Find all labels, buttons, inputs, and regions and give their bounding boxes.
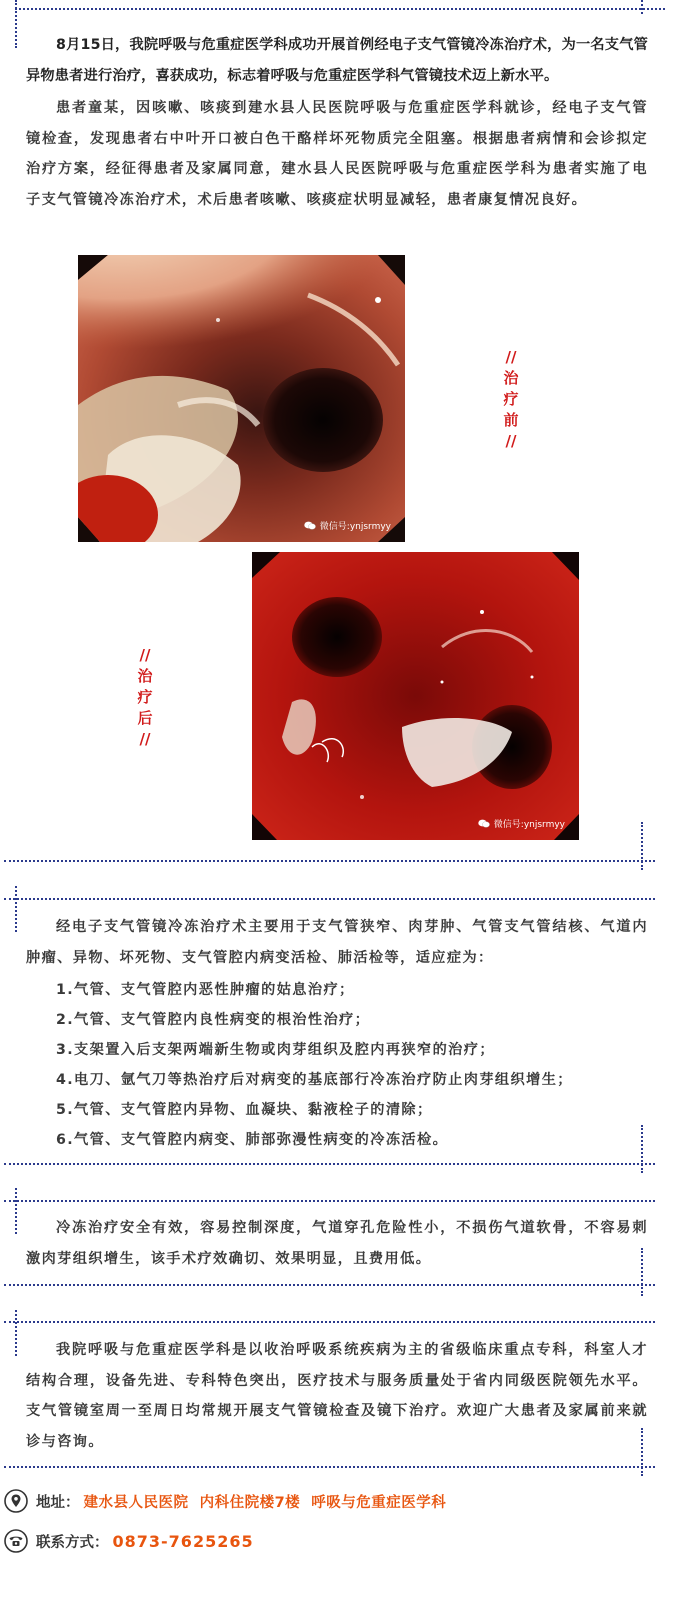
indication-item: 3.支架置入后支架两端新生物或肉芽组织及腔内再狭窄的治疗； (56, 1042, 495, 1058)
endoscopy-before-image (78, 255, 405, 542)
before-label-char: 疗 (503, 390, 519, 408)
indication-item: 4.电刀、氩气刀等热治疗后对病变的基底部行冷冻治疗防止肉芽组织增生； (56, 1072, 573, 1088)
after-treatment-label (135, 645, 155, 750)
telephone-icon (4, 1529, 28, 1553)
frame-section3-left-vline (15, 1188, 17, 1234)
frame-section3-right-vline (641, 1248, 643, 1296)
contact-label: 联系方式： (36, 1534, 109, 1551)
frame-section1-bottom-line (4, 860, 655, 862)
footer-contact (4, 1529, 254, 1553)
advantage-paragraph: 冷冻治疗安全有效，容易控制深度，气道穿孔危险性小，不损伤气道软骨，不容易刺激肉芽组织增生，该手术疗效确切、效果明显，且费用低。 (26, 1220, 648, 1267)
frame-section1-right-vline (641, 822, 643, 870)
after-label-char: 后 (137, 709, 153, 727)
after-label-char: // (139, 730, 151, 748)
indications-intro: 经电子支气管镜冷冻治疗术主要用于支气管狭窄、肉芽肿、气管支气管结核、气道内肿瘤、异物、坏死物、支气管腔内病变活检、肺活检等，适应症为： (26, 919, 648, 966)
indication-item: 6.气管、支气管腔内病变、肺部弥漫性病变的冷冻活检。 (56, 1132, 449, 1148)
endoscopy-photo-before (78, 255, 405, 542)
frame-section2-bottom-line (4, 1163, 655, 1165)
frame-section4-bottom-line (4, 1466, 655, 1468)
before-treatment-label (501, 347, 521, 452)
footer-address (4, 1489, 446, 1513)
frame-section2-top-line (4, 898, 655, 900)
intro-paragraph: 8月15日，我院呼吸与危重症医学科成功开展首例经电子支气管镜冷冻治疗术，为一名支气管异物患者进行治疗，喜获成功，标志着呼吸与危重症医学科气管镜技术迈上新水平。 (26, 37, 648, 84)
after-label-char: // (139, 646, 151, 664)
address-value: 建水县人民医院 内科住院楼7楼 呼吸与危重症医学科 (83, 1494, 447, 1511)
frame-section4-top-line (4, 1321, 655, 1323)
frame-top-line (15, 8, 665, 10)
photo-watermark (304, 519, 391, 532)
before-label-char: // (505, 432, 517, 450)
frame-section2-right-vline (641, 1125, 643, 1173)
frame-section4-left-vline (15, 1310, 17, 1356)
indication-item: 5.气管、支气管腔内异物、血凝块、黏液栓子的清除； (56, 1102, 433, 1118)
indication-item: 2.气管、支气管腔内良性病变的根治性治疗； (56, 1012, 371, 1028)
endoscopy-photo-after (252, 552, 579, 840)
photo-watermark-text: 微信号:ynjsrmyy (319, 522, 391, 532)
frame-section3-bottom-line (4, 1284, 655, 1286)
frame-section4-right-vline (641, 1428, 643, 1476)
after-label-char: 疗 (137, 688, 153, 706)
before-label-char: 前 (503, 411, 519, 429)
photo-watermark (478, 817, 565, 830)
after-label-char: 治 (137, 667, 153, 685)
location-pin-icon (4, 1489, 28, 1513)
endoscopy-after-image (252, 552, 579, 840)
case-paragraph: 患者童某，因咳嗽、咳痰到建水县人民医院呼吸与危重症医学科就诊，经电子支气管镜检查，发现患者右中叶开口被白色干酪样坏死物质完全阻塞。根据患者病情和会诊拟定治疗方案，经征得患者及家属同意，建水县人民医院呼吸与危重症医学科为患者实施了电子支气管镜冷冻治疗术，术后患者咳嗽、咳痰症状明显减轻，患者康复情况良好。 (26, 100, 648, 208)
frame-section3-top-line (4, 1200, 655, 1202)
department-paragraph: 我院呼吸与危重症医学科是以收治呼吸系统疾病为主的省级临床重点专科，科室人才结构合理，设备先进、专科特色突出，医疗技术与服务质量处于省内同级医院领先水平。支气管镜室周一至周日均常规开展支气管镜检查及镜下治疗。欢迎广大患者及家属前来就诊与咨询。 (26, 1342, 648, 1450)
wechat-icon (478, 819, 490, 828)
indication-item: 1.气管、支气管腔内恶性肿瘤的姑息治疗； (56, 982, 355, 998)
address-label: 地址： (36, 1494, 80, 1511)
before-label-char: // (505, 348, 517, 366)
wechat-icon (304, 521, 316, 530)
before-label-char: 治 (503, 369, 519, 387)
photo-watermark-text: 微信号:ynjsrmyy (493, 820, 565, 830)
frame-top-right-vline (641, 0, 643, 14)
frame-section2-left-vline (15, 886, 17, 932)
contact-phone: 0873-7625265 (112, 1531, 254, 1551)
